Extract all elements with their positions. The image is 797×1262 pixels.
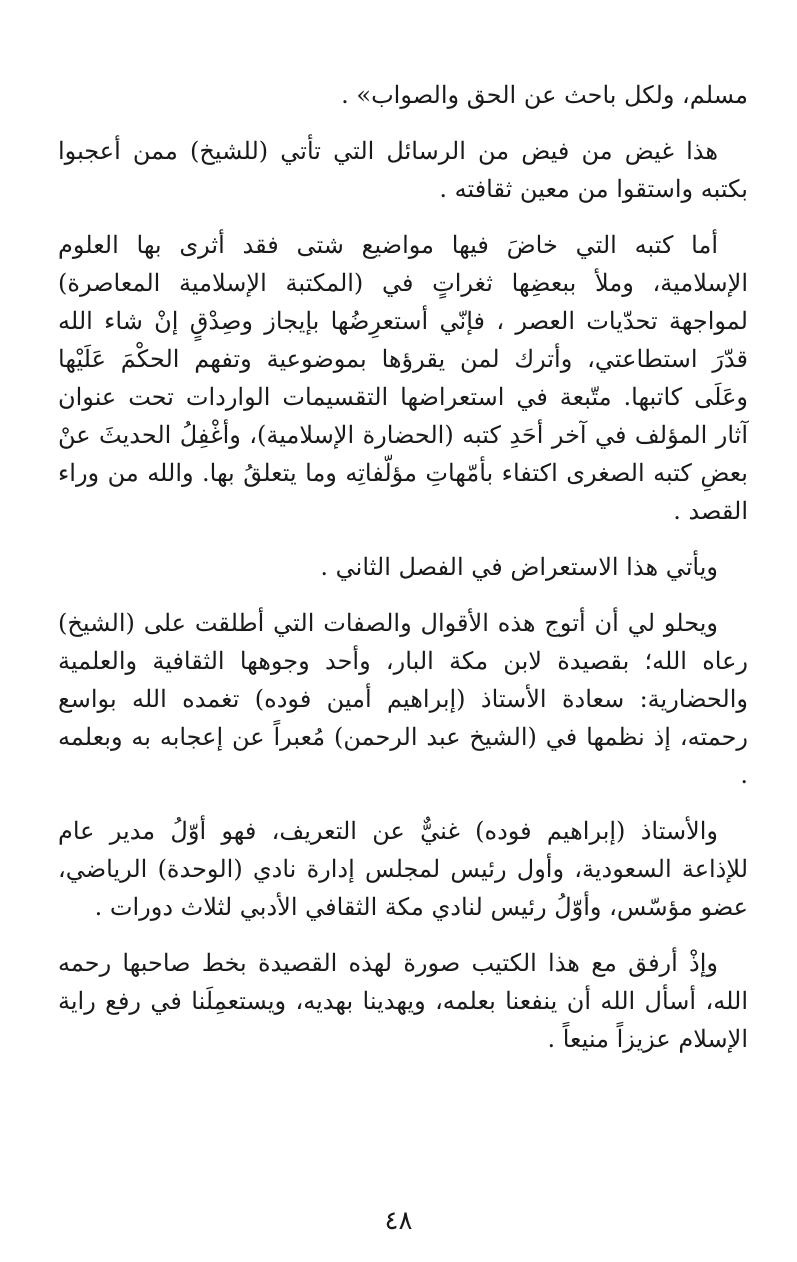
page-body bbox=[58, 76, 748, 1196]
paragraph-4: ويأتي هذا الاستعراض في الفصل الثاني . bbox=[320, 553, 718, 581]
paragraph-3: أما كتبه التي خاضَ فيها مواضيع شتى فقد أثرى بها العلوم الإسلامية، وملأ ببعضِها ثغراتٍ في (المكتبة الإسلامية المعاصرة) لمواجهة تحدّيات العصر ، فإنّي أستعرِضُها بإيجاز وصِدْقٍ إنْ شاء الله قدّرَ استطاعتي، وأترك لمن يقرؤها بموضوعية وتفهم الحكْمَ عَلَيْها وعَلَى كاتبها. متّبعة في استعراضها التقسيمات الواردات تحت عنوان آثار المؤلف في آخر أحَدِ كتبه (الحضارة الإسلامية)، وأغْفِلُ الحديثَ عنْ بعضِ كتبه الصغرى اكتفاء بأمّهاتِ مؤلّفاتِه وما يتعلقُ بها. والله من وراء القصد . bbox=[58, 231, 748, 525]
paragraph-5: ويحلو لي أن أتوج هذه الأقوال والصفات التي أطلقت على (الشيخ) رعاه الله؛ بقصيدة لابن مكة البار، وأحد وجوهها الثقافية والعلمية والحضارية: سعادة الأستاذ (إبراهيم أمين فوده) تغمده الله بواسع رحمته، إذ نظمها في (الشيخ عبد الرحمن) مُعبراً عن إعجابه به وبعلمه . bbox=[58, 609, 748, 789]
paragraph-2: هذا غيض من فيض من الرسائل التي تأتي (للشيخ) ممن أعجبوا بكتبه واستقوا من معين ثقافته . bbox=[58, 137, 748, 203]
paragraph-7: وإذْ أرفق مع هذا الكتيب صورة لهذه القصيدة بخط صاحبها رحمه الله، أسأل الله أن ينفعنا بعلمه، ويهدينا بهديه، ويستعمِلَنا في رفع راية الإسلام عزيزاً منيعاً . bbox=[58, 949, 748, 1053]
paragraph-6: والأستاذ (إبراهيم فوده) غنيٌّ عن التعريف، فهو أوّلُ مدير عام للإذاعة السعودية، وأول رئيس لمجلس إدارة نادي (الوحدة) الرياضي، عضو مؤسّس، وأوّلُ رئيس لنادي مكة الثقافي الأدبي لثلاث دورات . bbox=[58, 817, 748, 921]
page-number: ٤٨ bbox=[384, 1206, 413, 1236]
paragraph-1: مسلم، ولكل باحث عن الحق والصواب» . bbox=[341, 81, 748, 109]
